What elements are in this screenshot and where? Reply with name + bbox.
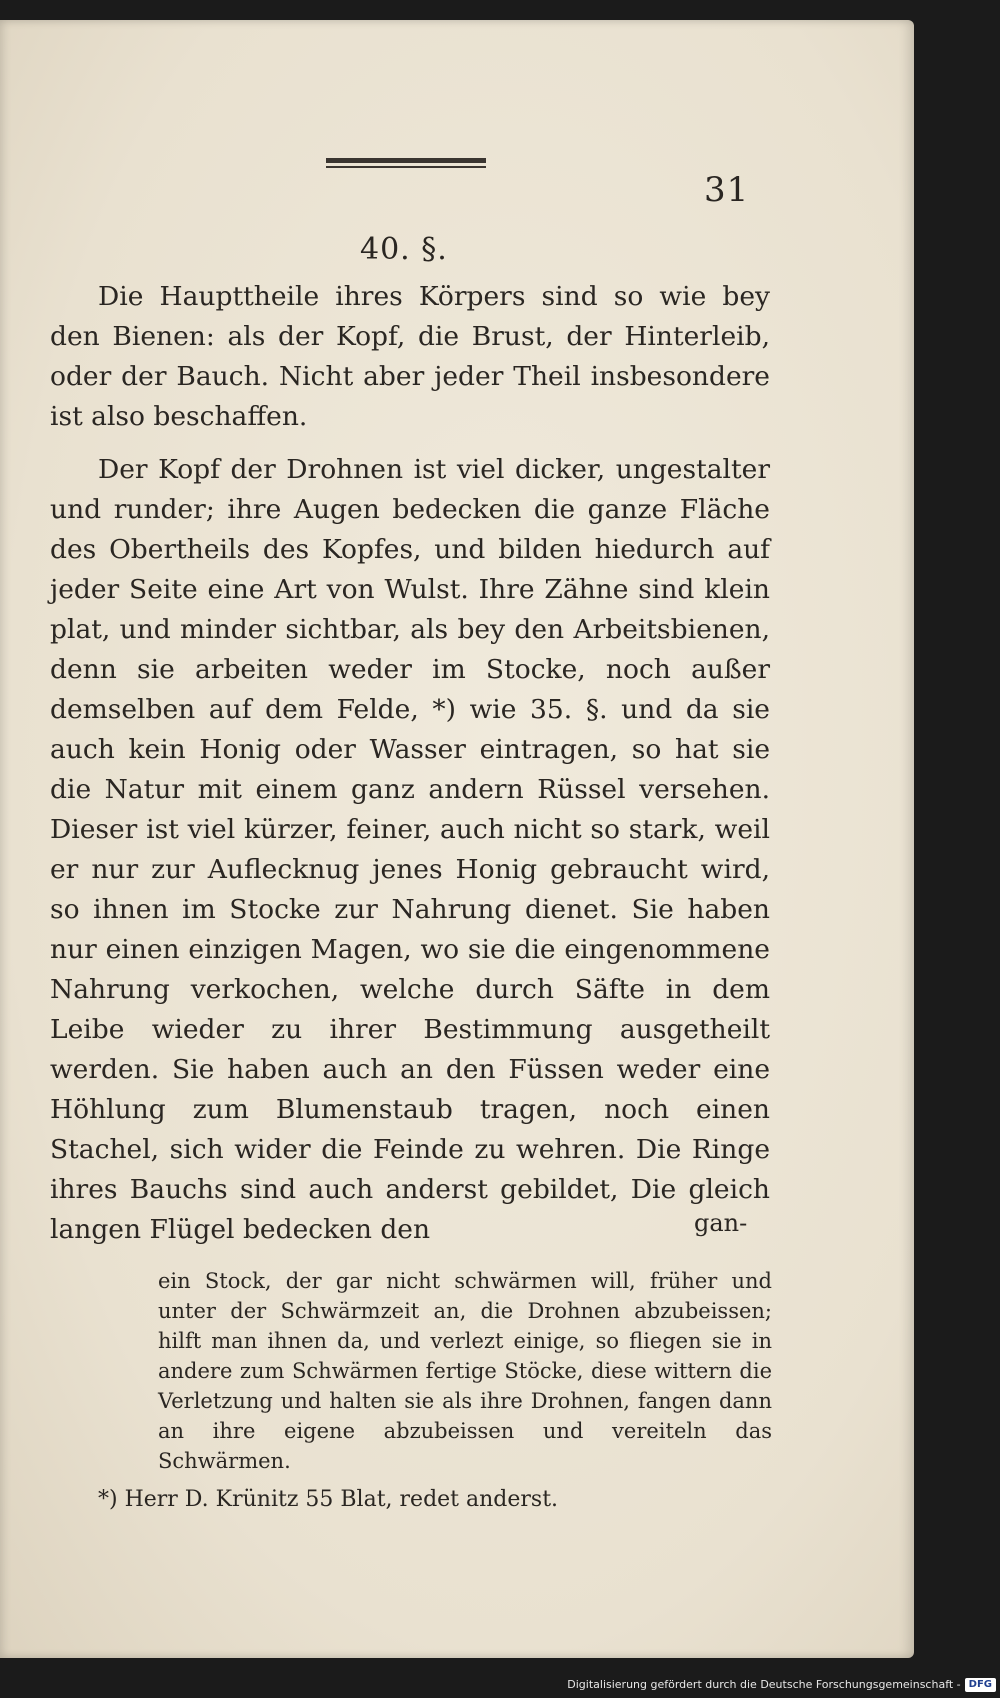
page-number: 31 (704, 170, 750, 210)
footnote-continuation: ein Stock, der gar nicht schwärmen will, früher und unter der Schwärmzeit an, die Drohnen abzubeissen; hilft man ihnen da, und verlezt einige, so fliegen sie in andere zum Schwärmen fertige Stöcke, diese wittern die Verletzung und halten sie als ihre Drohnen, fangen dann an ihre eigene abzubeissen und vereiteln das Schwärmen. (158, 1269, 772, 1473)
credit-text: Digitalisierung gefördert durch die Deutsche Forschungsgemeinschaft - (567, 1678, 961, 1691)
section-heading: 40. §. (360, 232, 448, 267)
header-rule (326, 158, 486, 168)
dfg-logo-icon: DFG (965, 1678, 996, 1692)
paragraph-1: Die Haupttheile ihres Körpers sind so wie bey den Bienen: als der Kopf, die Brust, der Hinterleib, oder der Bauch. Nicht aber jeder Theil insbesondere ist also beschaffen. (50, 281, 770, 432)
catchword: gan- (694, 1209, 748, 1237)
digitization-credit (567, 1676, 996, 1694)
book-page (0, 20, 914, 1658)
paragraph-2: Der Kopf der Drohnen ist viel dicker, ungestalter und runder; ihre Augen bedecken die ganze Fläche des Obertheils des Kopfes, und bilden hiedurch auf jeder Seite eine Art von Wulst. Ihre Zähne sind klein plat, und minder sichtbar, als bey den Arbeitsbienen, denn sie arbeiten weder im Stocke, noch außer demselben auf dem Felde, *) wie 35. §. und da sie auch kein Honig oder Wasser eintragen, so hat sie die Natur mit einem ganz andern Rüssel versehen. Dieser ist viel kürzer, feiner, auch nicht so stark, weil er nur zur Auflecknug jenes Honig gebraucht wird, so ihnen im Stocke zur Nahrung dienet. Sie haben nur einen einzigen Magen, wo sie die eingenommene Nahrung verkochen, welche durch Säfte in dem Leibe wieder zu ihrer Bestimmung ausgetheilt werden. Sie haben auch an den Füssen weder eine Höhlung zum Blumenstaub tragen, noch einen Stachel, sich wider die Feinde zu wehren. Die Ringe ihres Bauchs sind auch anderst gebildet, Die gleich langen Flügel bedecken den (50, 454, 770, 1245)
footnote: *) Herr D. Krünitz 55 Blat, redet anderst. (98, 1487, 559, 1512)
